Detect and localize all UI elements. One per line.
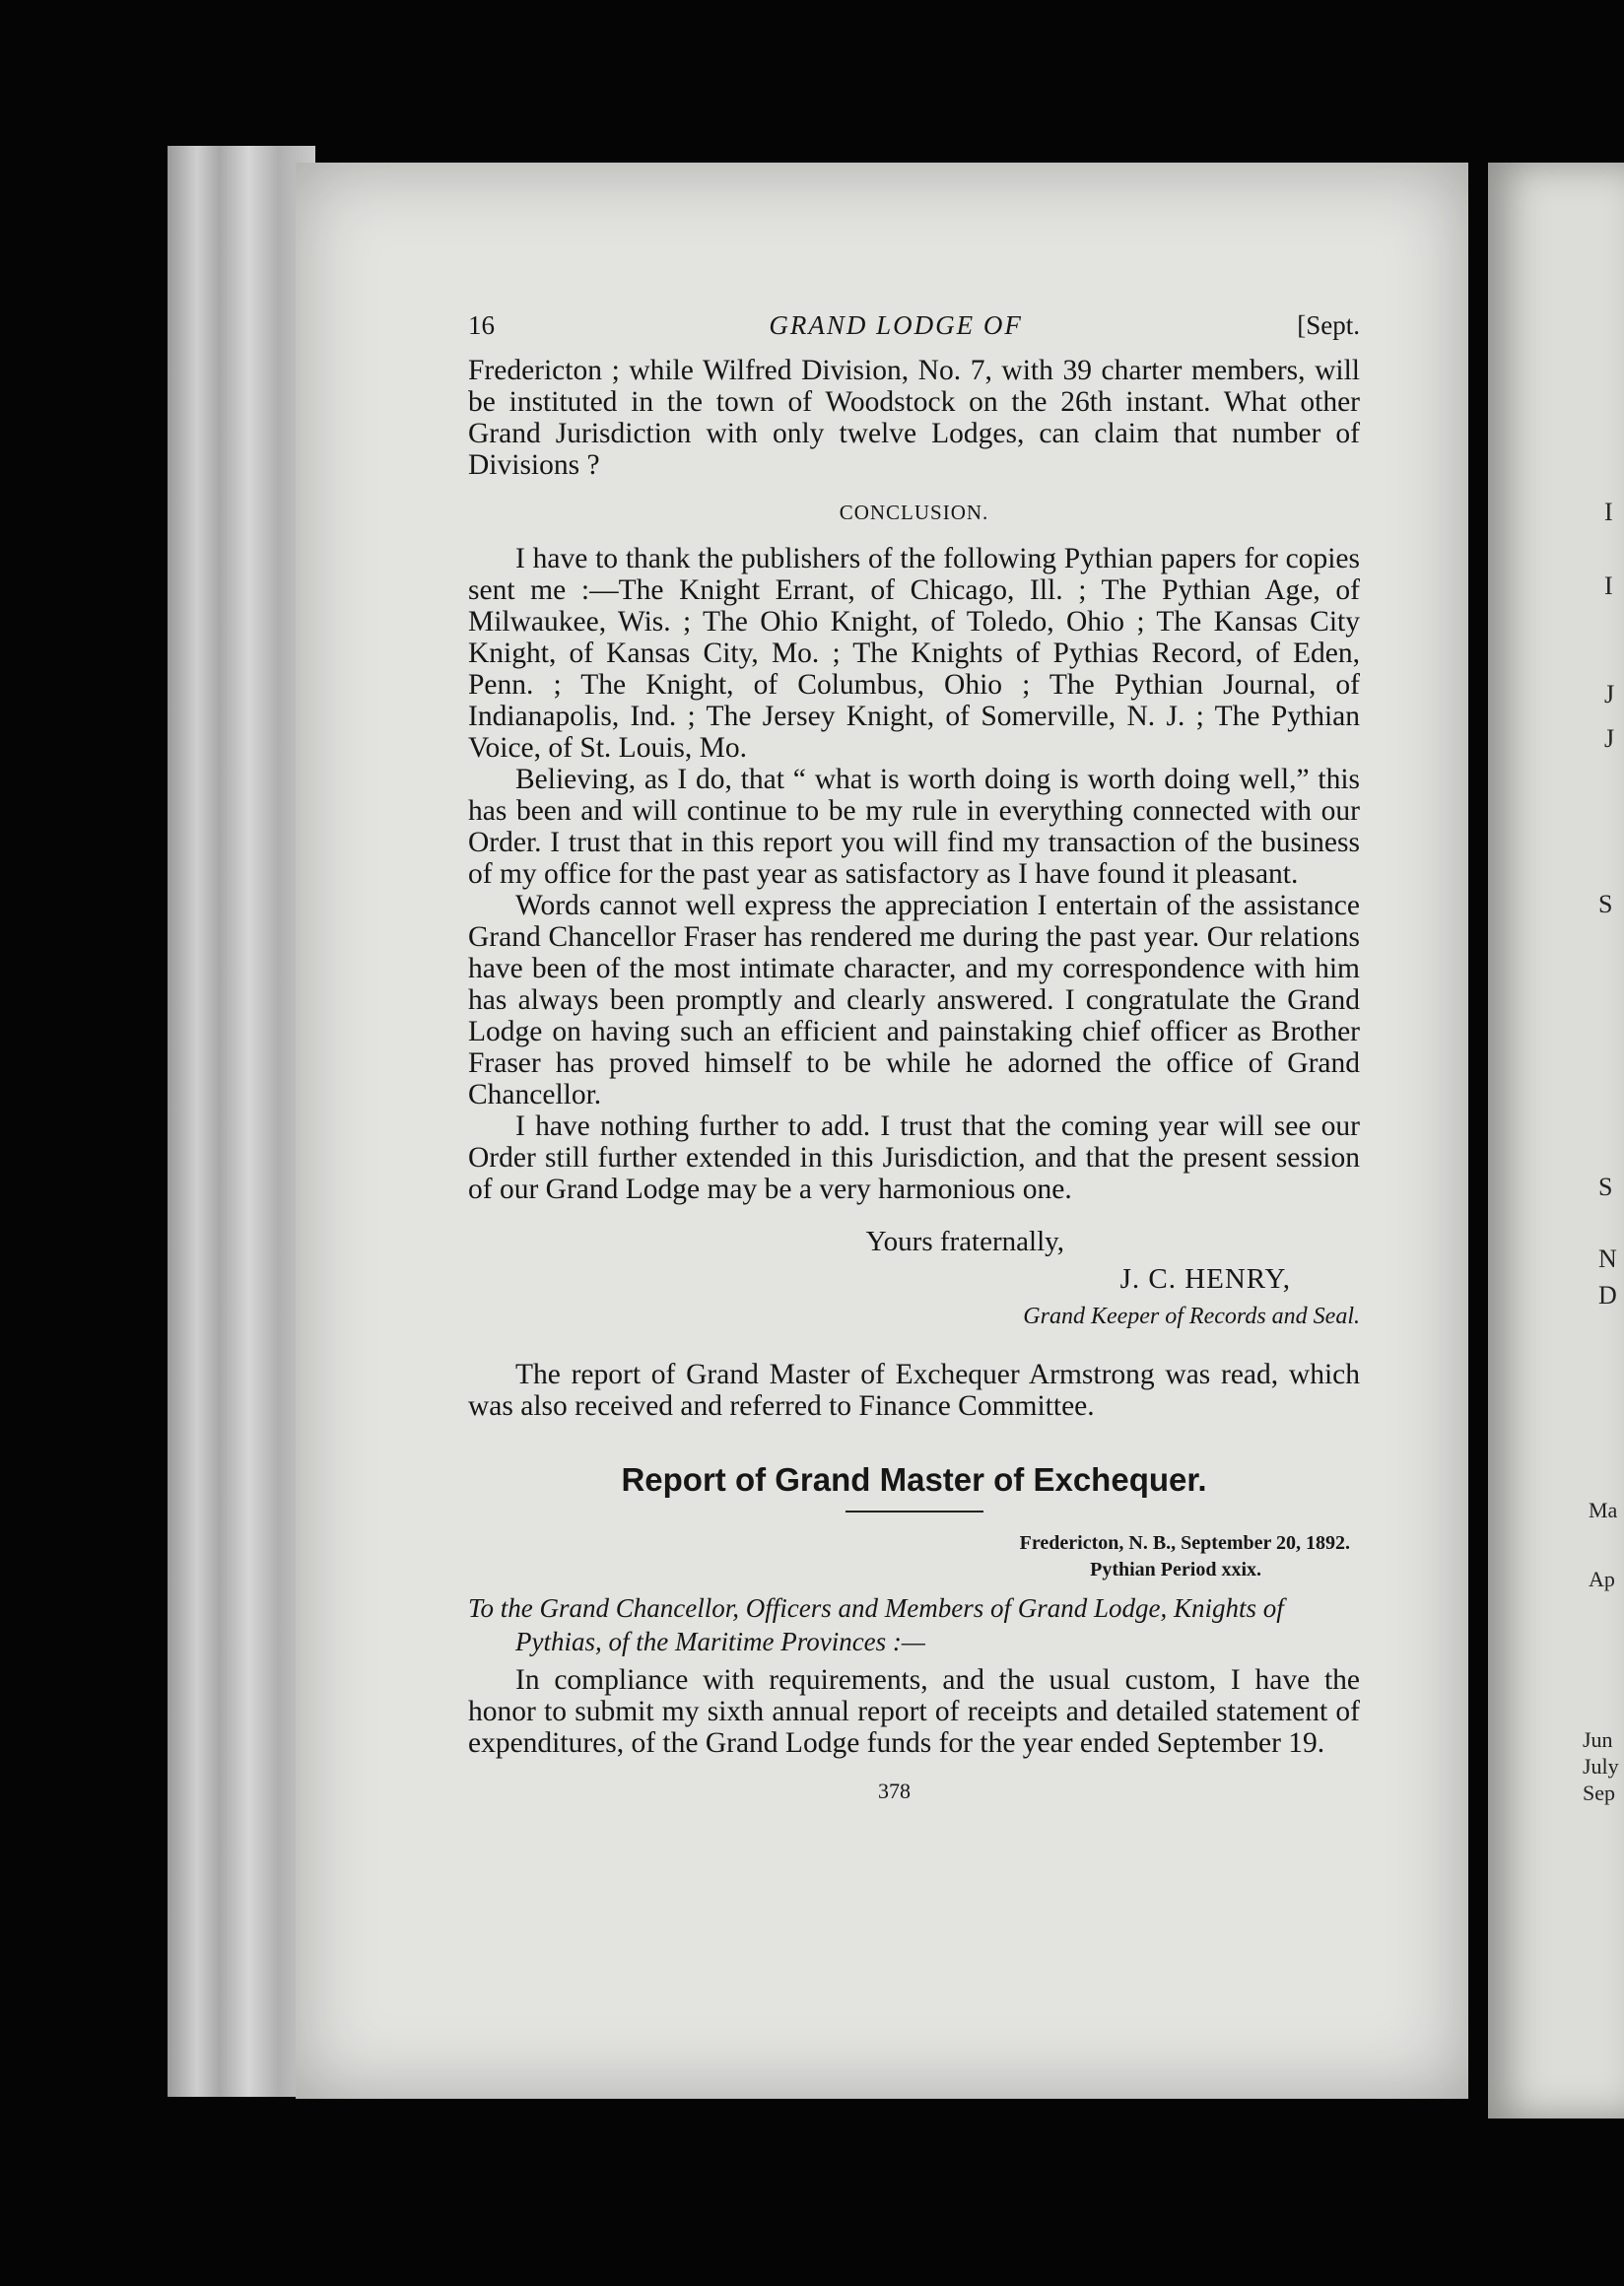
paragraph: The report of Grand Master of Exchequer Armstrong was read, which was also received and referred to Finance Committee. — [468, 1359, 1360, 1422]
edge-fragment: Jun — [1583, 1727, 1613, 1752]
page-number: 16 — [468, 310, 495, 340]
edge-fragment: S — [1598, 890, 1613, 918]
report-title: Report of Grand Master of Exchequer. — [621, 1461, 1207, 1498]
edge-fragment: I — [1604, 498, 1613, 526]
edge-fragment: S — [1598, 1173, 1613, 1201]
paragraph: In compliance with requirements, and the usual custom, I have the honor to submit my sixth annual report of receipts and detailed statement of expenditures, of the Grand Lodge funds for the year ended September 19. — [468, 1664, 1360, 1759]
edge-fragment: J — [1604, 724, 1615, 753]
salutation-line: Pythias, of the Maritime Provinces :— — [515, 1627, 925, 1656]
edge-fragment: July — [1583, 1754, 1619, 1779]
running-title: GRAND LODGE OF — [769, 310, 1023, 340]
edge-fragment: Ap — [1589, 1567, 1615, 1591]
paragraph: Words cannot well express the appreciation I entertain of the assistance Grand Chancellor Fraser has rendered me during the past year. Our relations have been of the most intimate character, and my correspondence with him has always been promptly and clearly answered. I congratulate the Grand Lodge on having such an efficient and painstaking chief officer as Brother Fraser has proved himself to be while he adorned the office of Grand Chancellor. — [468, 890, 1360, 1110]
edge-fragment: Ma — [1589, 1498, 1618, 1522]
salutation — [468, 1591, 1360, 1658]
divider — [846, 1511, 983, 1513]
header-date: [Sept. — [1297, 310, 1360, 340]
paragraph: Believing, as I do, that “ what is worth doing is worth doing well,” this has been and will continue to be my rule in everything connected with our Order. I trust that in this report you will find my transaction of the business of my office for the past year as satisfactory as I have found it pleasant. — [468, 764, 1360, 890]
folio-number: 378 — [878, 1779, 911, 1803]
signatory-role: Grand Keeper of Records and Seal. — [1023, 1304, 1360, 1329]
valediction: Yours fraternally, — [865, 1226, 1064, 1257]
edge-fragment: J — [1604, 680, 1615, 708]
dateline — [468, 1530, 1360, 1583]
edge-fragment: N — [1598, 1244, 1617, 1273]
adjacent-page — [1488, 163, 1624, 2118]
paragraph: Fredericton ; while Wilfred Division, No. 7, with 39 charter members, will be instituted in the town of Woodstock on the 26th instant. What other Grand Jurisdiction with only twelve Lodges, can claim that number of Divisions ? — [468, 355, 1360, 481]
dateline-place: Fredericton, N. B., September 20, 1892. — [1019, 1532, 1350, 1554]
salutation-line: To the Grand Chancellor, Officers and Members of Grand Lodge, Knights of — [468, 1593, 1284, 1623]
book-page — [296, 163, 1468, 2099]
signature-block — [468, 1223, 1360, 1335]
paragraph: I have nothing further to add. I trust that the coming year will see our Order still further extended in this Jurisdiction, and that the present session of our Grand Lodge may be a very harmonious one. — [468, 1110, 1360, 1205]
dateline-period: Pythian Period xxix. — [1090, 1559, 1261, 1580]
page-stack-edge — [168, 146, 315, 2097]
signatory-name: J. C. HENRY, — [1119, 1263, 1291, 1295]
edge-fragment: Sep — [1583, 1781, 1615, 1805]
page-content — [468, 310, 1360, 1804]
paragraph: I have to thank the publishers of the following Pythian papers for copies sent me :—The Knight Errant, of Chicago, Ill. ; The Pythian Age, of Milwaukee, Wis. ; The Ohio Knight, of Toledo, Ohio ; The Kansas City Knight, of Kansas City, Mo. ; The Knights of Pythias Record, of Eden, Penn. ; The Knight, of Columbus, Ohio ; The Pythian Journal, of Indianapolis, Ind. ; The Jersey Knight, of Somerville, N. J. ; The Pythian Voice, of St. Louis, Mo. — [468, 543, 1360, 764]
running-header — [468, 310, 1360, 341]
section-heading: CONCLUSION. — [839, 501, 989, 524]
edge-fragment: D — [1598, 1281, 1617, 1310]
edge-fragment: I — [1604, 572, 1613, 600]
